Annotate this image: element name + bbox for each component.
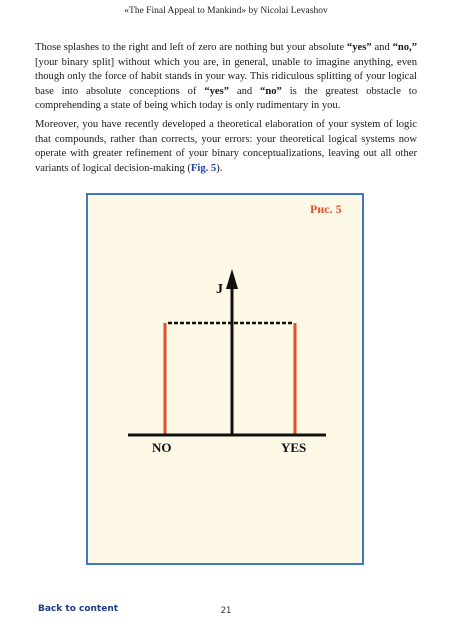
figure-5 (86, 193, 364, 565)
figure-reference-link[interactable]: Fig. 5 (190, 162, 217, 174)
no-label: NO (152, 440, 172, 455)
p1-text-5: is the greatest obstacle to comprehending a state of being which today is only rudimentary in you. (35, 85, 418, 112)
yes-label: YES (281, 440, 307, 455)
p2-text-1: Moreover, you have recently developed a theoretical elaboration of your system of logic that compounds, rather than corrects, your errors: your theoretical logical systems now operate with greater refinement of your binary conceptualizations, leaving out all other variants of logical decision-making ( (35, 119, 417, 174)
p1-text-1: Those splashes to the right and left of zero are nothing but your absolute (35, 42, 347, 53)
running-header: «The Final Appeal to Mankind» by Nicolai Levashov (124, 6, 328, 16)
paragraph-2 (35, 118, 417, 176)
j-axis-label: J (216, 282, 223, 297)
p1-text-4: and (229, 85, 261, 97)
p2-text-2: ). (216, 162, 223, 174)
p1-text-2: and (371, 42, 393, 53)
p1-yes-1: “yes” (346, 42, 372, 53)
paragraph-1 (35, 41, 417, 114)
page-number: 21 (220, 606, 232, 616)
p1-text-3: [your binary split] without which you are, in general, unable to imagine anything, even though only the force of habit stands in your way. This ridiculous splitting of your logical base into absolute conceptions of (35, 56, 417, 97)
p1-no-1: “no,” (392, 42, 417, 53)
p1-no-2: “no” (260, 85, 282, 97)
p1-yes-2: “yes” (204, 85, 230, 97)
j-axis-arrowhead (226, 269, 238, 289)
figure-diagram (88, 195, 362, 563)
back-to-content-link[interactable]: Back to content (38, 604, 119, 614)
figure-caption: Рис. 5 (310, 202, 342, 216)
